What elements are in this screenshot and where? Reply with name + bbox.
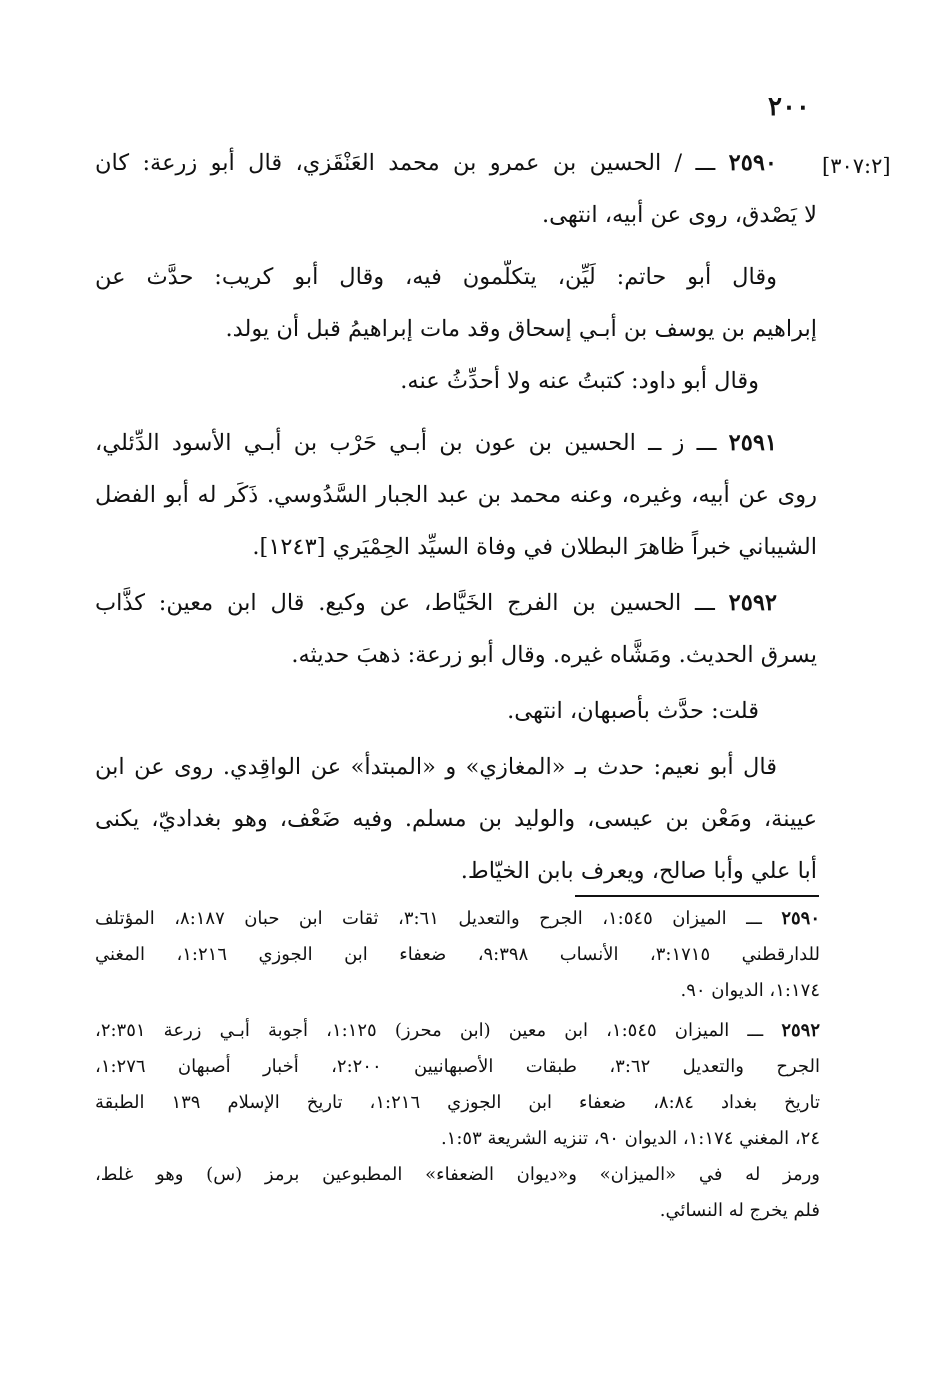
entry-2592-line-1: ٢٥٩٢ ـــ الحسين بن الفرج الخَيَّاط، عن وكيع. قال ابن معين: كذَّاب — [95, 590, 777, 616]
footnote-number: ٢٥٩٠ — [781, 908, 820, 929]
entry-number: ٢٥٩٢ — [728, 590, 777, 616]
footnote-2590-line-2: للدارقطني ٣:١٧١٥، الأنساب ٩:٣٩٨، ضعفاء ابن الجوزي ١:٢١٦، المغني — [95, 944, 820, 965]
footnote-2592-line-4: ٢٤، المغني ١:١٧٤، الديوان ٩٠، تنزيه الشريعة ١:٥٣. — [440, 1128, 820, 1149]
entry-2591-line-1: ٢٥٩١ ـــ ز ــ الحسين بن عون بن أبـي حَرْب بن أبـي الأسود الدِّئلي، — [95, 430, 777, 456]
abudawud-line-1: وقال أبو داود: كتبتُ عنه ولا أحدِّثُ عنه. — [400, 368, 759, 394]
footnote-2592-line-1: ٢٥٩٢ ـــ الميزان ١:٥٤٥، ابن معين (ابن محرز) ١:١٢٥، أجوبة أبـي زرعة ٢:٣٥١، — [95, 1020, 820, 1041]
entry-number: ٢٥٩١ — [728, 430, 777, 456]
qultu-line: قلت: حدَّث بأصبهان، انتهى. — [507, 698, 759, 724]
footnote-2592-line-3: تاريخ بغداد ٨:٨٤، ضعفاء ابن الجوزي ١:٢١٦، تاريخ الإسلام ١٣٩ الطبقة — [95, 1092, 820, 1113]
abunuaym-line-2: عيينة، ومَعْن بن عيسى، والوليد بن مسلم. وفيه ضَعْف، وهو بغداديّ، يكنى — [95, 806, 817, 832]
entry-2591-line-2: روى عن أبيه، وغيره، وعنه محمد بن عبد الجبار السَّدُوسي. ذَكَر له أبو الفضل — [95, 482, 817, 508]
footnote-2592-line-6: فلم يخرج له النسائي. — [659, 1200, 820, 1221]
entry-2590-line-2: لا يَصْدق، روى عن أبيه، انتهى. — [542, 202, 817, 228]
entry-2590-line-1: ٢٥٩٠ ـــ / الحسين بن عمرو بن محمد العَنْقَزي، قال أبو زرعة: كان — [95, 150, 777, 176]
footnote-2592-line-5: ورمز له في «الميزان» و«ديوان الضعفاء» المطبوعين برمز (س) وهو غلط، — [95, 1164, 820, 1185]
abunuaym-line-1: قال أبو نعيم: حدث بـ «المغازي» و «المبتدأ» عن الواقِدي. روى عن ابن — [95, 754, 777, 780]
abunuaym-line-3: أبا علي وأبا صالح، ويعرف بابن الخيّاط. — [460, 858, 817, 884]
footnote-number: ٢٥٩٢ — [781, 1020, 820, 1041]
abuhatim-line-1: وقال أبو حاتم: لَيِّن، يتكلَّمون فيه، وقال أبو كريب: حدَّث عن — [95, 264, 777, 290]
margin-reference: [٣٠٧:٢] — [822, 154, 891, 178]
main-text — [95, 146, 817, 906]
entry-2591-line-3: الشيباني خبراً ظاهرَ البطلان في وفاة السيِّد الحِمْيَري [١٢٤٣]. — [252, 534, 817, 560]
footnote-2590-line-1: ٢٥٩٠ ـــ الميزان ١:٥٤٥، الجرح والتعديل ٣:٦١، ثقات ابن حبان ٨:١٨٧، المؤتلف — [95, 908, 820, 929]
entry-number: ٢٥٩٠ — [728, 150, 777, 176]
entry-2592-line-2: يسرق الحديث. ومَشَّاه غيره. وقال أبو زرعة: ذهبَ حديثه. — [291, 642, 817, 668]
page-number: ٢٠٠ — [768, 92, 810, 122]
footnote-2592-line-2: الجرح والتعديل ٣:٦٢، طبقات الأصبهانيين ٢:٢٠٠، أخبار أصبهان ١:٢٧٦، — [95, 1056, 820, 1077]
abuhatim-line-2: إبراهيم بن يوسف بن أبـي إسحاق وقد مات إبراهيمُ قبل أن يولد. — [225, 316, 817, 342]
footnote-divider — [575, 895, 819, 897]
footnote-2590-line-3: ١:١٧٤، الديوان ٩٠. — [680, 980, 820, 1001]
footnotes — [95, 906, 820, 1234]
